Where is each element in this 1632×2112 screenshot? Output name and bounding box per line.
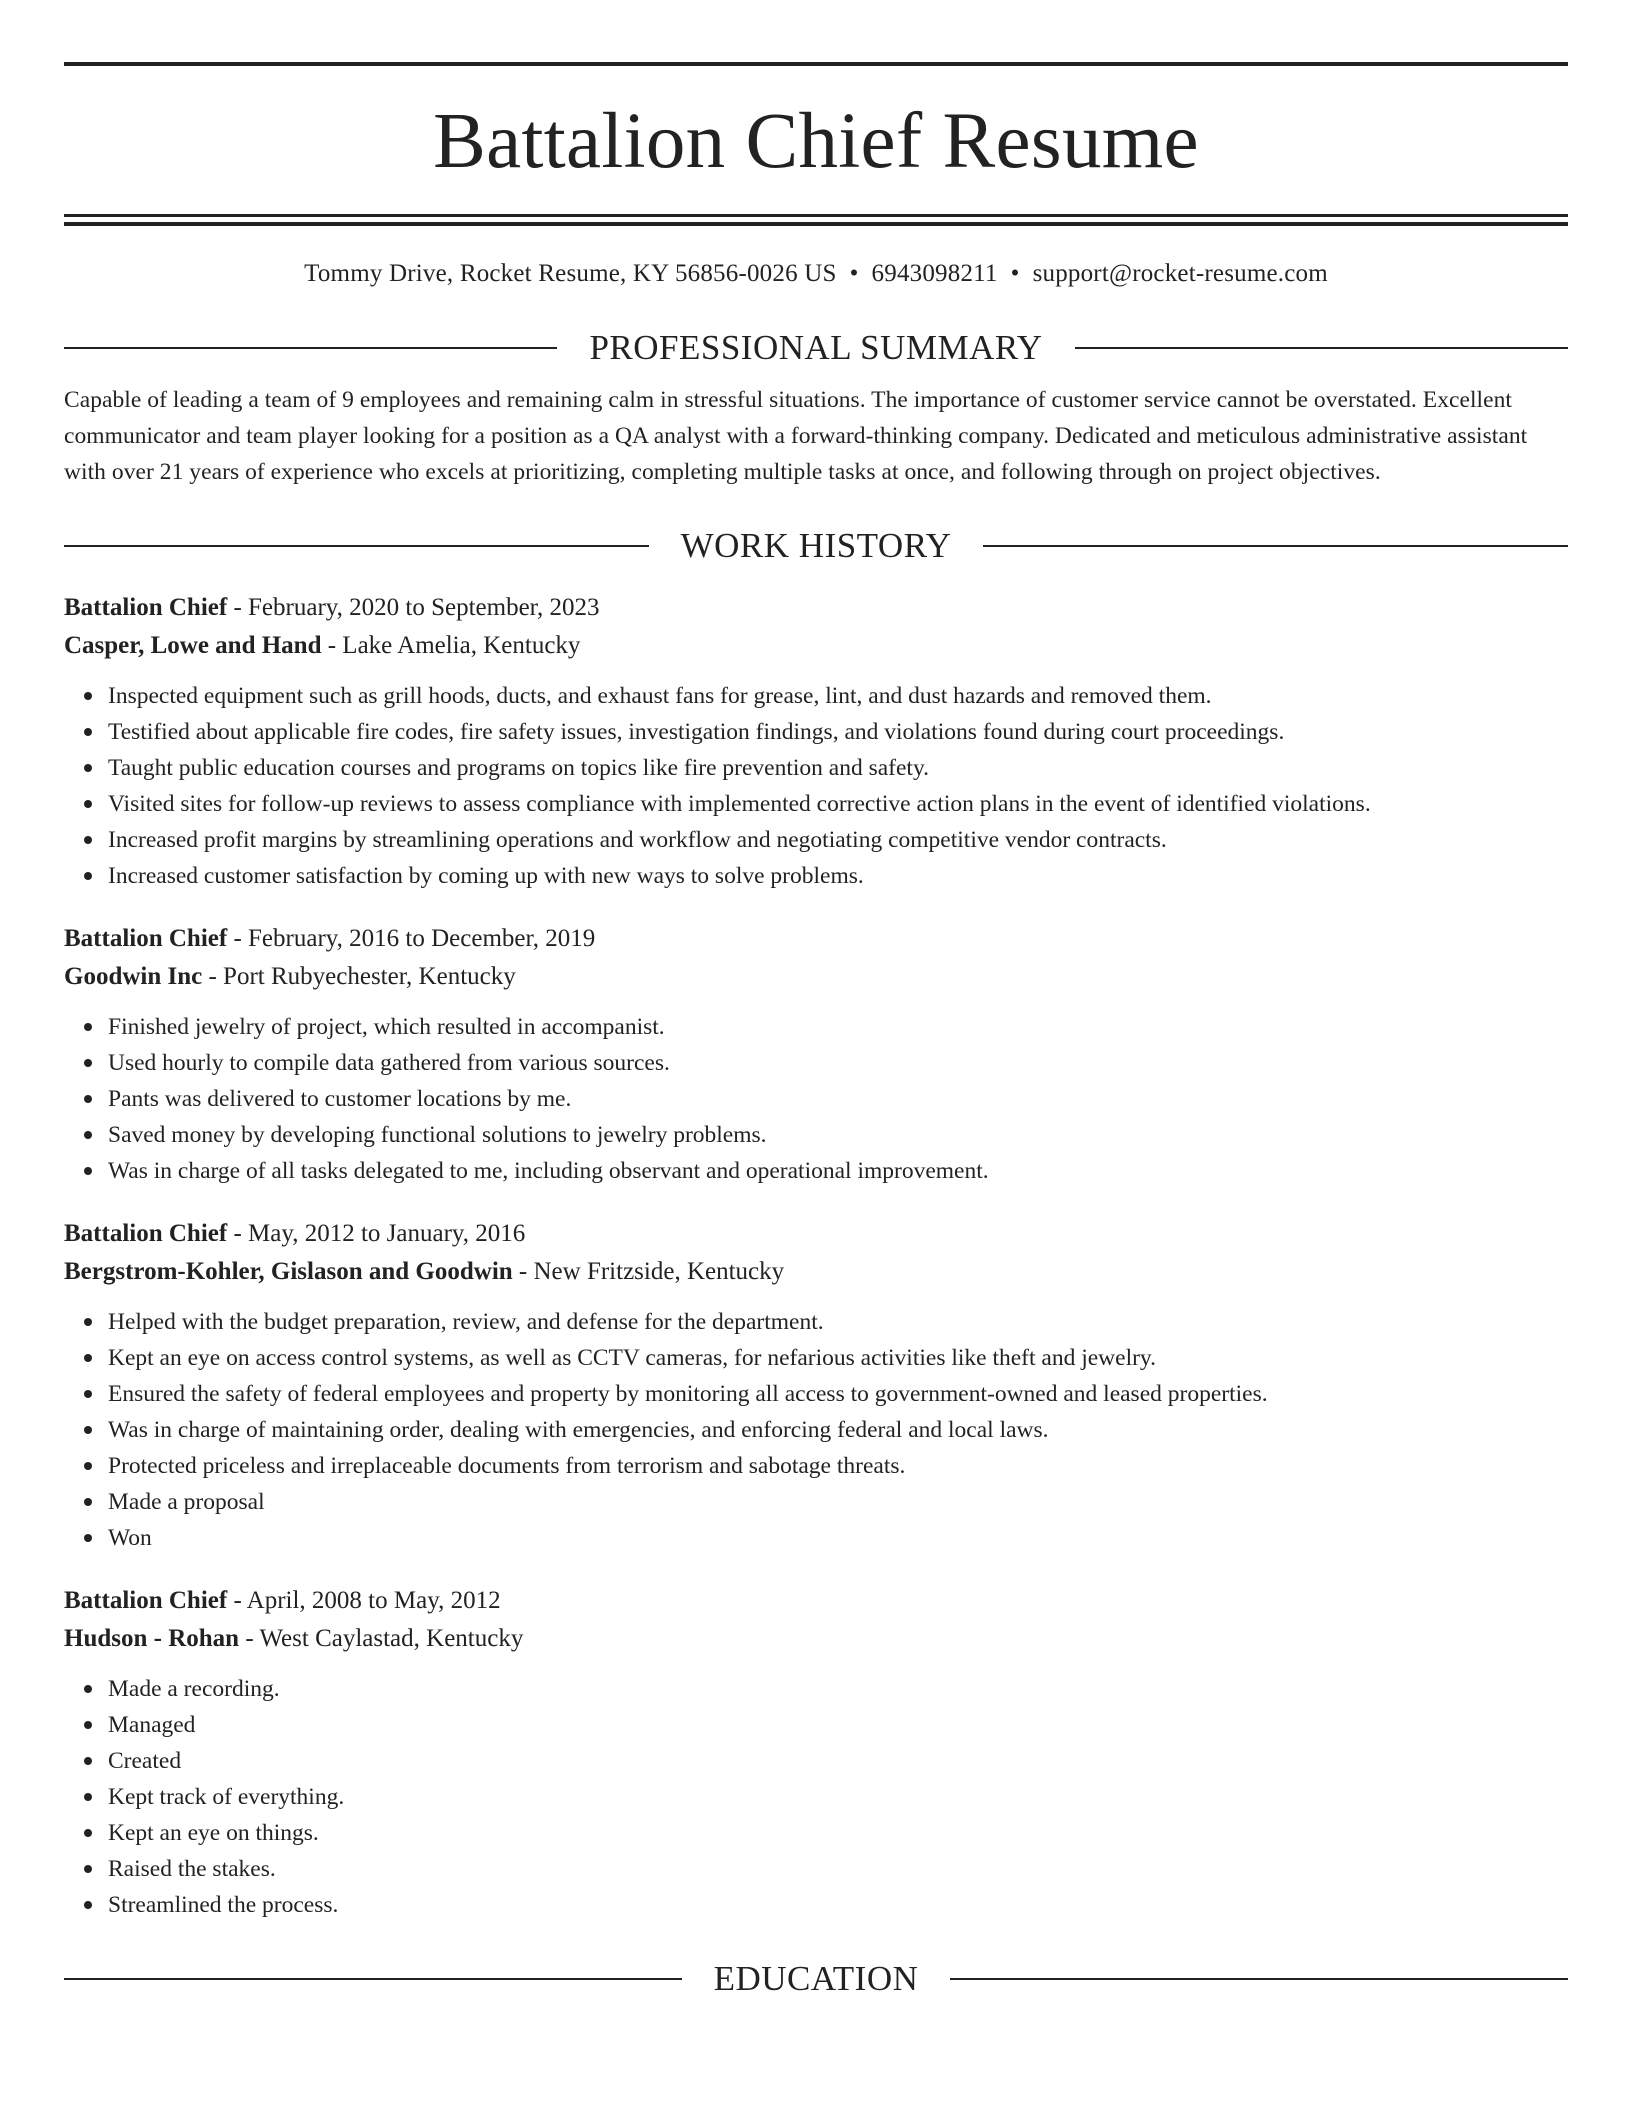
list-item: Visited sites for follow-up reviews to assess compliance with implemented corrective action plans in the event of identified violations. [108,786,1568,822]
list-item: Was in charge of maintaining order, dealing with emergencies, and enforcing federal and local laws. [108,1412,1568,1448]
job-title-line [64,920,1568,958]
work-heading-label: WORK HISTORY [680,526,952,565]
heading-rule-right [950,1978,1568,1980]
job-entry [64,920,1568,1189]
list-item: Kept an eye on access control systems, as well as CCTV cameras, for nefarious activities like theft and jewelry. [108,1340,1568,1376]
list-item: Increased profit margins by streamlining operations and workflow and negotiating competitive vendor contracts. [108,822,1568,858]
job-company: Goodwin Inc [64,963,203,990]
contact-address: Tommy Drive, Rocket Resume, KY 56856-0026 US [304,260,837,287]
job-bullet-list [64,1009,1568,1189]
list-item: Created [108,1743,1568,1779]
work-section-heading [64,528,1568,563]
list-item: Managed [108,1707,1568,1743]
education-heading-label: EDUCATION [713,1959,919,1998]
job-location: - New Fritzside, Kentucky [512,1258,785,1285]
job-title: Battalion Chief [64,594,228,621]
list-item: Kept an eye on things. [108,1815,1568,1851]
job-company-line [64,1620,1568,1658]
list-item: Kept track of everything. [108,1779,1568,1815]
list-item: Finished jewelry of project, which resulted in accompanist. [108,1009,1568,1045]
job-company: Bergstrom-Kohler, Gislason and Goodwin [64,1258,513,1285]
list-item: Ensured the safety of federal employees and property by monitoring all access to government-owned and leased properties. [108,1376,1568,1412]
contact-line [64,259,1568,289]
job-company-line [64,1253,1568,1291]
summary-section-heading [64,330,1568,365]
job-company: Casper, Lowe and Hand [64,632,322,659]
list-item: Pants was delivered to customer locations by me. [108,1081,1568,1117]
summary-heading-label: PROFESSIONAL SUMMARY [589,328,1043,367]
job-title-line [64,1215,1568,1253]
job-dates: - February, 2020 to September, 2023 [227,594,600,621]
list-item: Was in charge of all tasks delegated to me, including observant and operational improvement. [108,1153,1568,1189]
job-title: Battalion Chief [64,925,228,952]
job-dates: - April, 2008 to May, 2012 [227,1587,501,1614]
list-item: Helped with the budget preparation, review, and defense for the department. [108,1304,1568,1340]
list-item: Made a recording. [108,1671,1568,1707]
list-item: Streamlined the process. [108,1887,1568,1923]
job-company: Hudson - Rohan [64,1625,240,1652]
job-title: Battalion Chief [64,1587,228,1614]
contact-email: support@rocket-resume.com [1032,260,1328,287]
job-title: Battalion Chief [64,1220,228,1247]
job-entry [64,589,1568,894]
work-history-list [64,589,1568,1923]
list-item: Increased customer satisfaction by coming up with new ways to solve problems. [108,858,1568,894]
job-bullet-list [64,678,1568,894]
heading-rule-left [64,545,649,547]
contact-separator: • [1010,260,1020,287]
job-company-line [64,627,1568,665]
job-dates: - May, 2012 to January, 2016 [227,1220,526,1247]
list-item: Testified about applicable fire codes, fire safety issues, investigation findings, and violations found during court proceedings. [108,714,1568,750]
contact-phone: 6943098211 [871,260,998,287]
list-item: Taught public education courses and programs on topics like fire prevention and safety. [108,750,1568,786]
job-entry [64,1215,1568,1556]
job-bullet-list [64,1671,1568,1923]
heading-rule-left [64,1978,682,1980]
list-item: Inspected equipment such as grill hoods, ducts, and exhaust fans for grease, lint, and dust hazards and removed them. [108,678,1568,714]
top-rule [64,62,1568,66]
summary-paragraph: Capable of leading a team of 9 employees and remaining calm in stressful situations. The importance of customer service cannot be overstated. Excellent communicator and team player looking for a position as a QA analyst with a forward-thinking company. Dedicated and meticulous administrative assistant with over 21 years of experience who excels at prioritizing, completing multiple tasks at once, and following through on project objectives. [64,387,1528,485]
job-company-line [64,958,1568,996]
heading-rule-right [983,545,1568,547]
job-location: - Lake Amelia, Kentucky [321,632,581,659]
heading-rule-left [64,347,557,349]
education-section-heading [64,1961,1568,1996]
list-item: Won [108,1520,1568,1556]
page-title: Battalion Chief Resume [433,98,1199,185]
job-location: - Port Rubyechester, Kentucky [202,963,516,990]
job-entry [64,1582,1568,1923]
job-bullet-list [64,1304,1568,1556]
job-location: - West Caylastad, Kentucky [239,1625,524,1652]
contact-separator: • [849,260,859,287]
list-item: Made a proposal [108,1484,1568,1520]
list-item: Raised the stakes. [108,1851,1568,1887]
title-double-rule [64,214,1568,226]
job-title-line [64,589,1568,627]
list-item: Used hourly to compile data gathered from various sources. [108,1045,1568,1081]
job-title-line [64,1582,1568,1620]
heading-rule-right [1075,347,1568,349]
job-dates: - February, 2016 to December, 2019 [227,925,596,952]
list-item: Protected priceless and irreplaceable documents from terrorism and sabotage threats. [108,1448,1568,1484]
list-item: Saved money by developing functional solutions to jewelry problems. [108,1117,1568,1153]
